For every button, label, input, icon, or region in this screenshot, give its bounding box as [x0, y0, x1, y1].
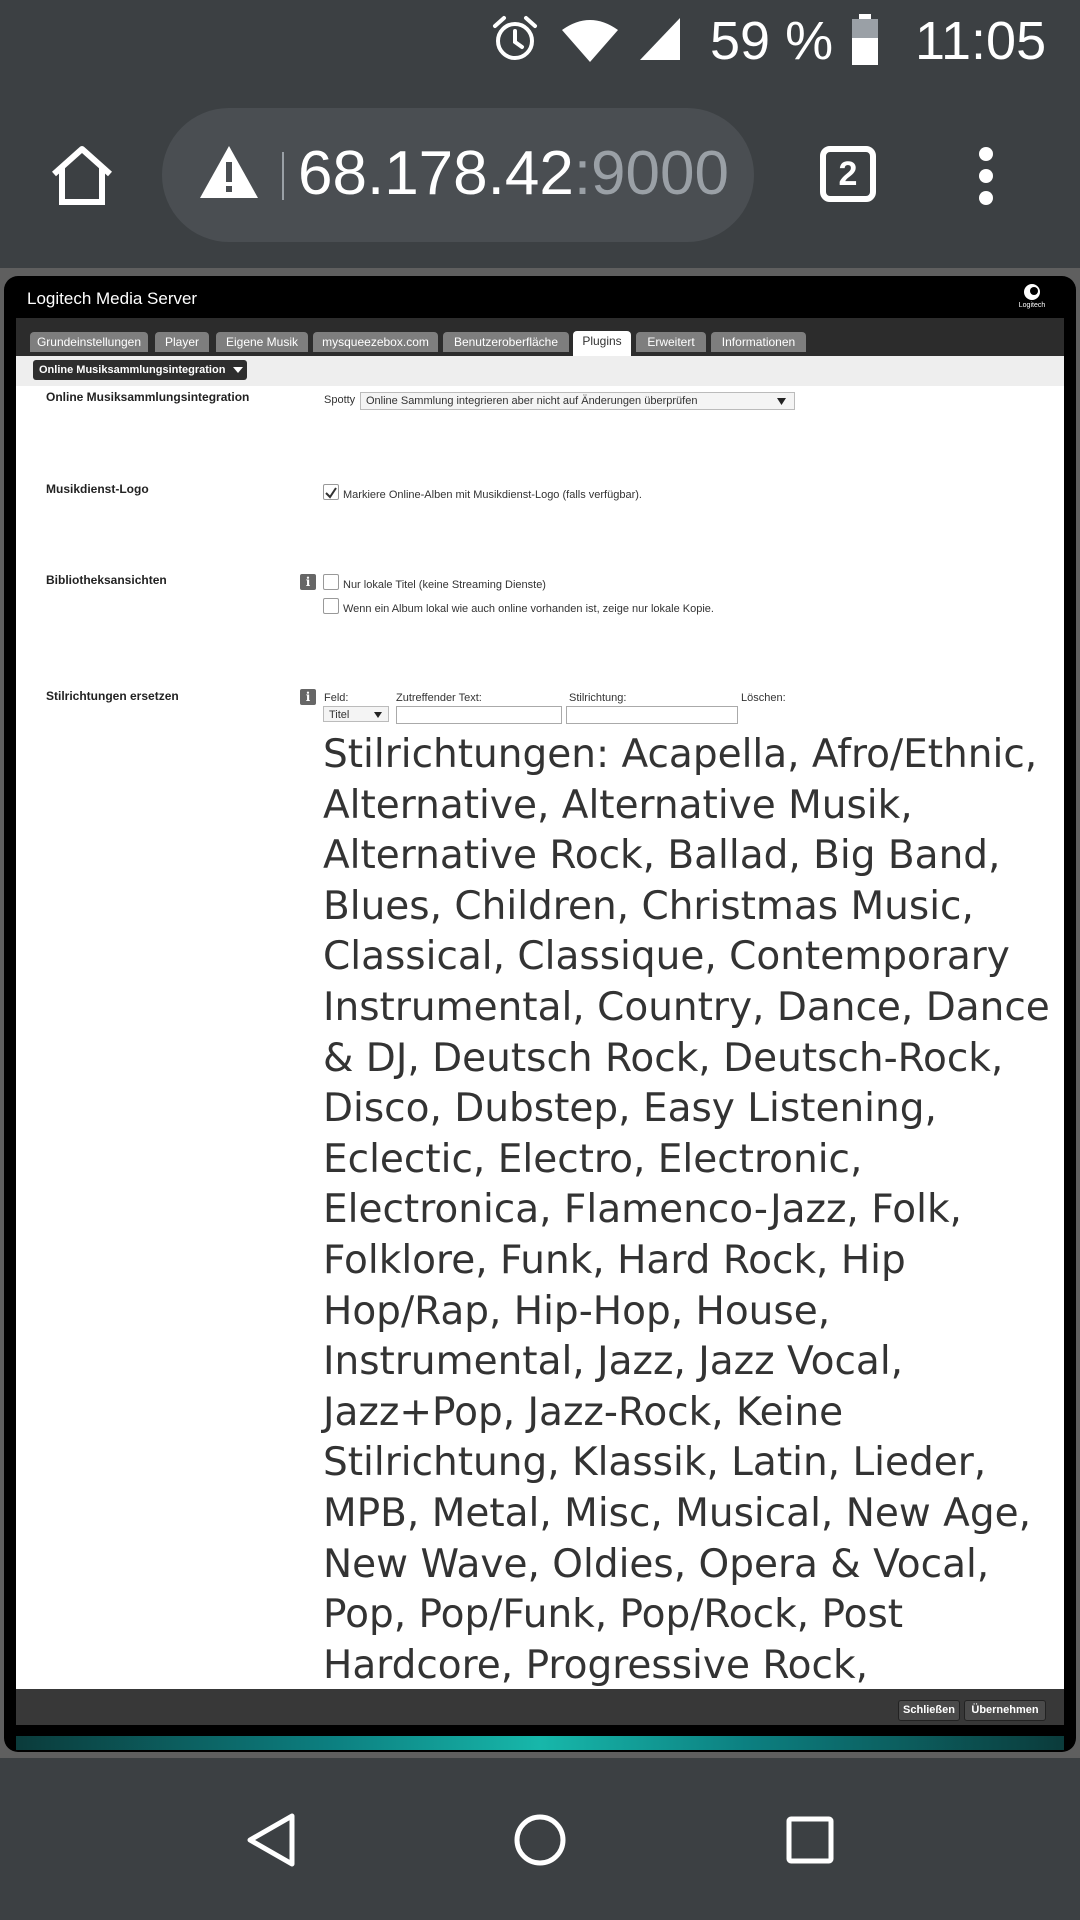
logitech-logo-icon [1020, 282, 1044, 302]
col-field-header: Feld: [324, 692, 349, 704]
alarm-icon [490, 14, 540, 64]
tab-benutzeroberflaeche[interactable]: Benutzeroberfläche [443, 332, 569, 352]
logo-label: Musikdienst-Logo [46, 482, 149, 496]
integration-select[interactable] [360, 392, 795, 410]
close-button[interactable]: Schließen [898, 1700, 960, 1721]
col-genre-header: Stilrichtung: [569, 692, 627, 704]
col-delete-header: Löschen: [741, 692, 786, 704]
subpage-select-label: Online Musiksammlungsintegration [39, 364, 226, 376]
url-bar[interactable] [162, 108, 754, 242]
battery-percent: 59 % [710, 11, 834, 71]
integration-label: Online Musiksammlungsintegration [46, 390, 250, 404]
logitech-logo [1010, 282, 1054, 314]
home-circle-icon[interactable] [512, 1812, 568, 1868]
integration-select-value: Online Sammlung integrieren aber nicht auf Änderungen überprüfen [366, 395, 698, 407]
genre-list-text: Stilrichtungen: Acapella, Afro/Ethnic, Alternative, Alternative Musik, Alternative Rock, Ballad, Big Band, Blues, Children, Christmas Music, Classical, Classique, Contemporary Instrumental, Country, Dance, Dance & DJ, Deutsch Rock, Deutsch-Rock, Disco, Dubstep, Easy Listening, Eclectic, Electro, Electronic, Electronica, Flamenco-Jazz, Folk, Folklore, Funk, Hard Rock, Hip Hop/Rap, Hip-Hop, House, Instrumental, Jazz, Jazz Vocal, Jazz+Pop, Jazz-Rock, Keine Stilrichtung, Klassik, Latin, Lieder, MPB, Metal, Misc, Musical, New Age, New Wave, Oldies, Opera & Vocal, Pop, Pop/Funk, Pop/Rock, Post Hardcore, Progressive Rock, [323, 732, 1050, 1688]
col-match-header: Zutreffender Text: [396, 692, 482, 704]
genres-label: Stilrichtungen ersetzen [46, 689, 179, 703]
footer-gradient [16, 1736, 1064, 1750]
menu-icon[interactable] [976, 146, 996, 206]
tabs-icon[interactable] [820, 146, 876, 202]
home-icon[interactable] [48, 144, 116, 208]
tab-grundeinstellungen[interactable]: Grundeinstellungen [30, 332, 148, 352]
url-divider [282, 152, 284, 200]
app-title: Logitech Media Server [27, 289, 198, 308]
settings-content [16, 356, 1064, 1689]
info-icon[interactable]: i [300, 689, 316, 705]
tab-eigene-musik[interactable]: Eigene Musik [216, 332, 308, 352]
wifi-icon [560, 18, 620, 64]
library-option1-label: Nur lokale Titel (keine Streaming Dienste) [343, 579, 546, 591]
tab-mysqueezebox[interactable]: mysqueezebox.com [313, 332, 438, 352]
checkmark-icon [324, 486, 338, 500]
service-label: Spotty [324, 394, 356, 406]
logo-checkbox[interactable] [323, 484, 339, 500]
field-select-value: Titel [329, 709, 350, 721]
library-option2-label: Wenn ein Album lokal wie auch online vorhanden ist, zeige nur lokale Kopie. [343, 603, 714, 615]
tab-erweitert[interactable]: Erweitert [636, 332, 706, 352]
url-host: 68.178.42 [298, 139, 574, 208]
tab-informationen[interactable]: Informationen [711, 332, 806, 352]
logo-checkbox-label: Markiere Online-Alben mit Musikdienst-Logo (falls verfügbar). [343, 489, 642, 501]
url-text[interactable] [298, 138, 729, 209]
status-bar [0, 0, 1080, 88]
logo-text: Logitech [1018, 302, 1046, 309]
library-option1-checkbox[interactable] [323, 574, 339, 590]
chevron-down-icon [233, 367, 243, 373]
genre-input[interactable] [566, 706, 738, 724]
subpage-select[interactable] [33, 360, 247, 380]
back-icon[interactable] [244, 1812, 298, 1868]
library-option2-checkbox[interactable] [323, 598, 339, 614]
match-text-input[interactable] [396, 706, 562, 724]
chevron-down-icon [777, 398, 786, 405]
tab-player[interactable]: Player [155, 332, 209, 352]
chevron-down-icon [374, 712, 382, 718]
apply-button[interactable]: Übernehmen [964, 1700, 1046, 1721]
tab-count: 2 [838, 155, 858, 193]
battery-icon [850, 14, 880, 66]
subpage-bar [16, 356, 1064, 386]
warning-icon[interactable] [198, 144, 260, 200]
url-port: :9000 [573, 139, 729, 208]
field-select[interactable] [323, 706, 389, 722]
info-icon[interactable]: i [300, 574, 316, 590]
tab-plugins[interactable]: Plugins [573, 331, 631, 356]
recents-icon[interactable] [786, 1816, 834, 1864]
clock: 11:05 [915, 11, 1047, 71]
library-label: Bibliotheksansichten [46, 573, 167, 587]
cell-signal-icon [638, 16, 682, 62]
